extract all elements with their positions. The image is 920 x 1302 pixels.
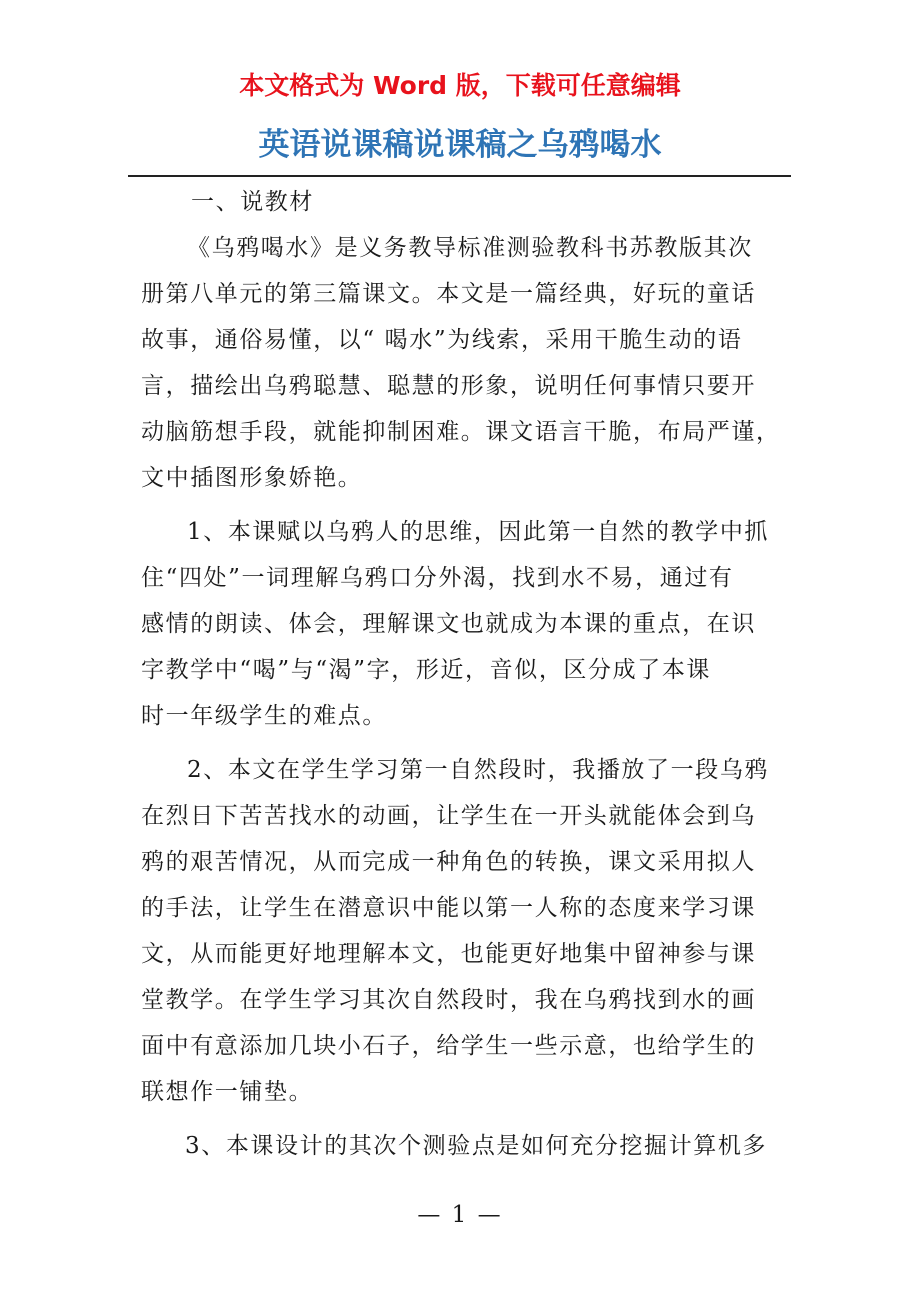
paragraph-line: 鸦的艰苦情况，从而完成一种角色的转换，课文采用拟人 bbox=[141, 849, 756, 875]
paragraph-line: 面中有意添加几块小石子，给学生一些示意，也给学生的 bbox=[141, 1033, 756, 1059]
document-title: 英语说课稿说课稿之乌鸦喝水 bbox=[258, 127, 662, 163]
paragraph-line: 联想作一铺垫。 bbox=[141, 1079, 314, 1105]
document-body bbox=[141, 179, 783, 1169]
paragraph-line: 感情的朗读、体会，理解课文也就成为本课的重点，在识 bbox=[141, 611, 756, 637]
paragraph-line: 住“四处”一词理解乌鸦口分外渴，找到水不易，通过有 bbox=[141, 565, 734, 591]
paragraph-point-1 bbox=[141, 509, 783, 739]
paragraph-point-3 bbox=[141, 1123, 783, 1169]
paragraph-line: 《乌鸦喝水》是义务教导标准测验教科书苏教版其次 bbox=[187, 235, 753, 261]
paragraph-line: 3、本课设计的其次个测验点是如何充分挖掘计算机多 bbox=[185, 1133, 768, 1159]
paragraph-line: 故事，通俗易懂，以“ 喝水”为线索，采用干脆生动的语 bbox=[141, 327, 743, 353]
paragraph-line: 的手法，让学生在潜意识中能以第一人称的态度来学习课 bbox=[141, 895, 756, 921]
paragraph-line: 动脑筋想手段，就能抑制困难。课文语言干脆，布局严谨， bbox=[141, 419, 781, 445]
title-divider bbox=[128, 175, 791, 177]
paragraph-line: 堂教学。在学生学习其次自然段时，我在乌鸦找到水的画 bbox=[141, 987, 756, 1013]
paragraph-intro bbox=[141, 225, 783, 501]
paragraph-line: 言，描绘出乌鸦聪慧、聪慧的形象，说明任何事情只要开 bbox=[141, 373, 756, 399]
paragraph-line: 册第八单元的第三篇课文。本文是一篇经典，好玩的童话 bbox=[141, 281, 756, 307]
paragraph-line: 1、本课赋以乌鸦人的思维，因此第一自然的教学中抓 bbox=[187, 519, 770, 545]
section-heading: 一、说教材 bbox=[191, 189, 314, 215]
paragraph-line: 2、本文在学生学习第一自然段时，我播放了一段乌鸦 bbox=[187, 757, 770, 783]
paragraph-line: 文中插图形象娇艳。 bbox=[141, 465, 363, 491]
paragraph-line: 在烈日下苦苦找水的动画，让学生在一开头就能体会到乌 bbox=[141, 803, 756, 829]
paragraph-line: 文，从而能更好地理解本文，也能更好地集中留神参与课 bbox=[141, 941, 756, 967]
page-number: — 1 — bbox=[417, 1202, 503, 1228]
paragraph-point-2 bbox=[141, 747, 783, 1115]
download-banner: 本文格式为 Word 版，下载可任意编辑 bbox=[239, 71, 681, 100]
paragraph-line: 时一年级学生的难点。 bbox=[141, 703, 387, 729]
paragraph-line: 字教学中“喝”与“渴”字，形近，音似，区分成了本课 bbox=[141, 657, 712, 683]
